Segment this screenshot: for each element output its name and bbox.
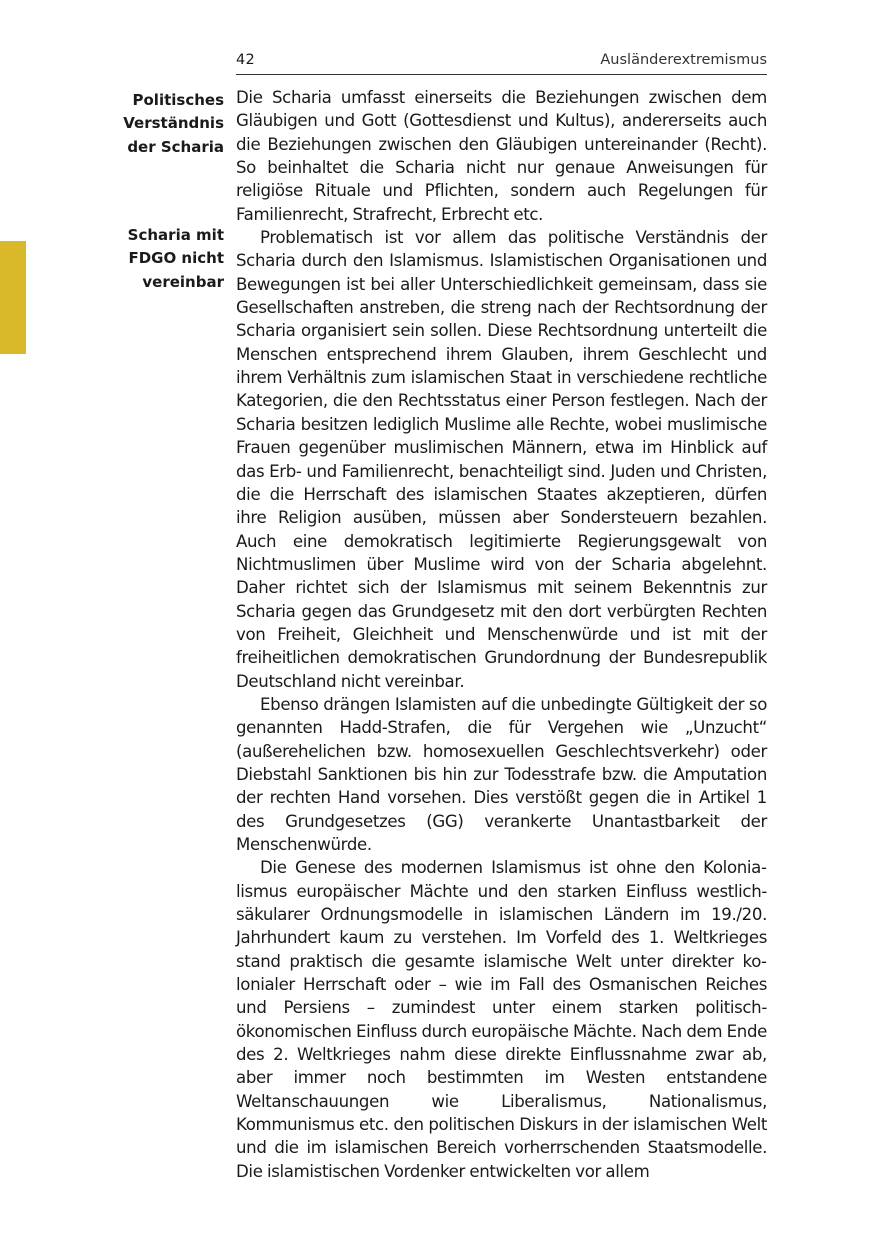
margin-note-politisches-verstaendnis: [96, 89, 224, 159]
body-text: [236, 86, 767, 1183]
margin-note-line: vereinbar: [142, 272, 224, 291]
chapter-color-tab: [0, 241, 26, 354]
margin-note-line: FDGO nicht: [128, 249, 224, 268]
margin-note-fdgo: [96, 224, 224, 294]
margin-note-line: Scharia mit: [127, 226, 224, 244]
paragraph: Ebenso drängen Islamisten auf die unbedingte Gültigkeit der so genannten Hadd-Strafen, die für Vergehen wie „Unzucht“ (außerehelichen bzw. homosexuellen Geschlechtsverkehr) oder Diebstahl Sanktionen bis hin zur Todesstrafe bzw. die Amputation der rechten Hand vorsehen. Dies verstößt gegen die in Artikel 1 des Grundgesetzes (GG) verankerte Unantastbarkeit der Menschenwürde.: [236, 694, 767, 854]
page-number: 42: [236, 52, 256, 68]
margin-note-line: der Scharia: [127, 137, 224, 156]
paragraph: Die Genese des modernen Islamismus ist ohne den Kolonialismus europäischer Mächte und den starken Einfluss westlich-säkularer Ordnungsmodelle in islamischen Ländern im 19./20. Jahrhundert kaum zu verstehen. Im Vorfeld des 1. Weltkrieges stand praktisch die gesamte islamische Welt unter direkter kolonialer Herrschaft oder – wie im Fall des Osmanischen Reiches und Persiens – zumindest unter einem starken politisch-ökonomischen Einfluss durch europäische Mächte. Nach dem Ende des 2. Weltkrieges nahm diese direkte Einflussnahme zwar ab, aber immer noch bestimmten im Westen entstandene Weltanschauungen wie Liberalismus, Nationalismus, Kommunismus etc. den politischen Diskurs in der islamischen Welt und die im islamischen Bereich vorherrschenden Staatsmodelle. Die islamistischen Vordenker entwickelten vor allem: [236, 858, 768, 1181]
margin-note-line: Verständnis: [123, 114, 224, 133]
paragraph: Die Scharia umfasst einerseits die Beziehungen zwischen dem Gläubigen und Gott (Gottesdienst und Kultus), andererseits auch die Beziehungen zwischen den Gläubigen untereinander (Recht). So beinhaltet die Scharia nicht nur genaue Anweisungen für religiöse Rituale und Pflichten, sondern auch Regelungen für Familienrecht, Strafrecht, Erbrecht etc.: [236, 88, 767, 224]
page-header: [236, 52, 767, 75]
paragraph: Problematisch ist vor allem das politische Verständnis der Scharia durch den Islamismus. Islamistischen Organisationen und Bewegungen ist bei aller Unterschiedlichkeit gemeinsam, dass sie Gesellschaften anstreben, die streng nach der Rechtsordnung der Scharia organisiert sein sollen. Diese Rechtsordnung unterteilt die Menschen entsprechend ihrem Glauben, ihrem Geschlecht und ihrem Verhältnis zum islamischen Staat in verschiedene rechtliche Kategorien, die den Rechtsstatus einer Person festlegen. Nach der Scharia besitzen lediglich Muslime alle Rechte, wobei muslimische Frauen gegenüber muslimischen Männern, etwa im Hinblick auf das Erb- und Familienrecht, benachteiligt sind. Juden und Christen, die die Herrschaft des islamischen Staates akzeptieren, dürfen ihre Religion ausüben, müssen aber Sondersteuern bezahlen. Auch eine demokratisch legitimierte Regierungsgewalt von Nichtmuslimen über Muslime wird von der Scharia abgelehnt. Daher richtet sich der Islamismus mit seinem Bekenntnis zur Scharia gegen das Grundgesetz mit den dort verbürgten Rechten von Freiheit, Gleichheit und Menschenwürde und ist mit der freiheitlichen demokratischen Grundordnung der Bundesrepublik Deutschland nicht vereinbar.: [236, 228, 767, 691]
margin-note-line: Politisches: [132, 91, 224, 109]
running-title: Ausländerextremismus: [600, 52, 767, 68]
